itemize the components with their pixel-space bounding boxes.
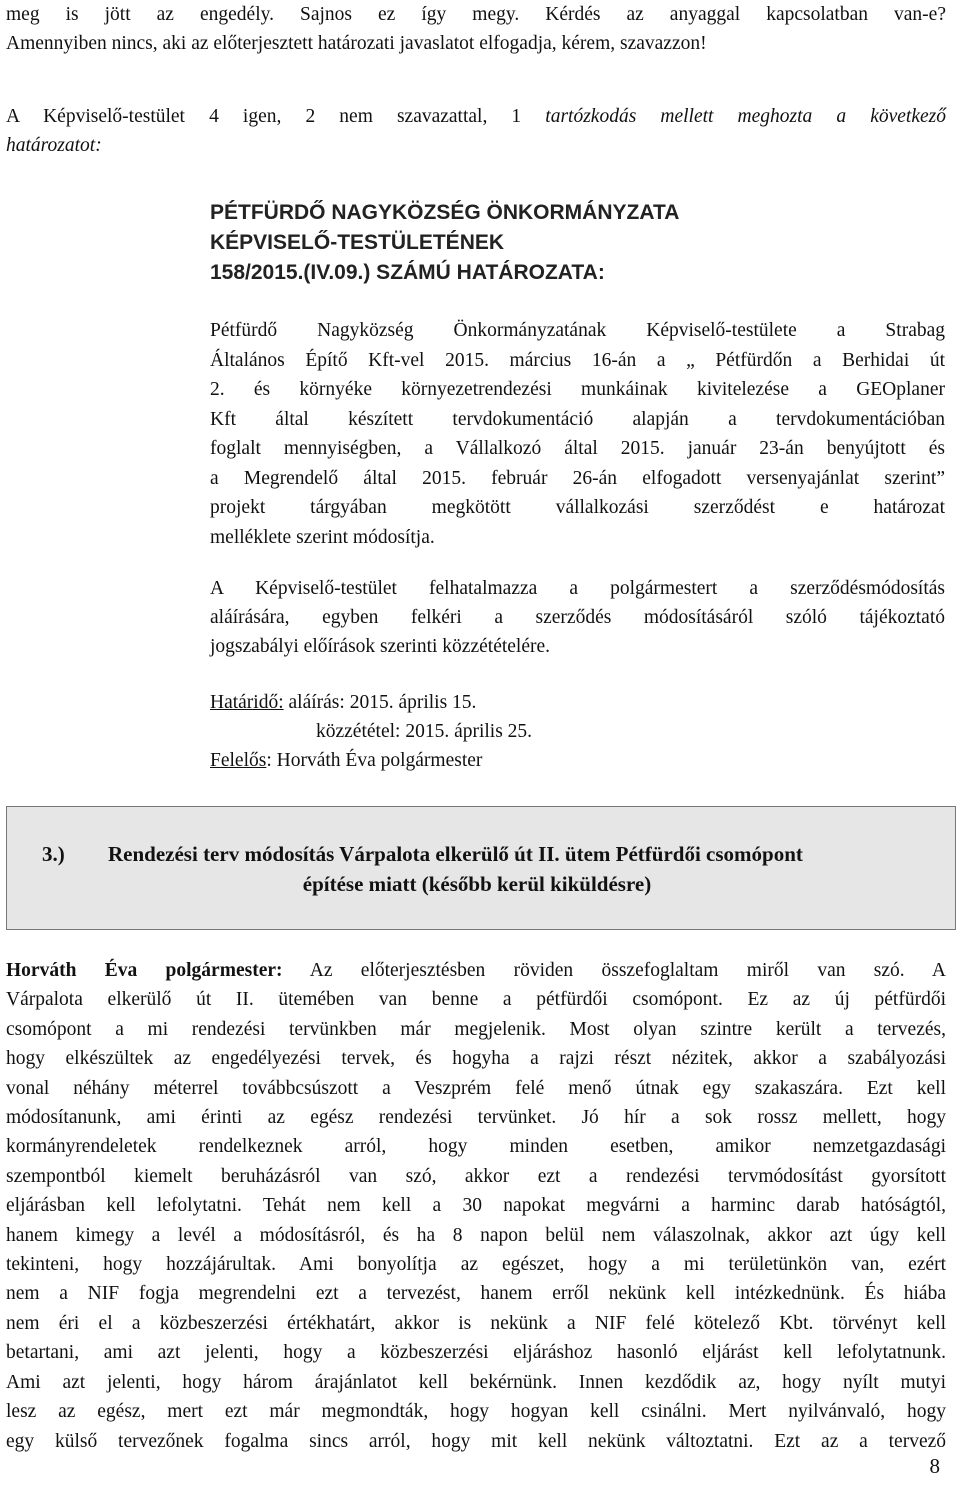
speech-line: egy külső tervezőnek fogalma sincs arról, hogy mit kell nekünk változtatni. Ezt az a tervező (6, 1430, 946, 1452)
responsible-line (210, 746, 945, 775)
speech-line: nem a NIF fogja megrendelni ezt a tervezést, hanem erről nekünk kell intézkednünk. És hiába (6, 1283, 946, 1305)
speech-line: Ami azt jelenti, hogy három árajánlatot kell bekérnünk. Innen kezdődik az, hogy nyílt mutyi (6, 1371, 946, 1393)
deadline-signing: aláírás: 2015. április 15. (283, 692, 477, 713)
speech-first-line (6, 956, 946, 985)
vote-line-1 (6, 102, 946, 131)
speech-line: vonal néhány méterrel továbbcsúszott a Veszprém felé menő útnak egy szakaszára. Ezt kell (6, 1077, 946, 1099)
resolution-line: projekt tárgyában megkötött vállalkozási szerződést e határozat (210, 497, 945, 518)
authorization-line: A Képviselő-testület felhatalmazza a polgármestert a szerződésmódosítás (210, 578, 945, 599)
vote-paragraph (6, 102, 946, 160)
resolution-title-line-1: PÉTFÜRDŐ NAGYKÖZSÉG ÖNKORMÁNYZATA (210, 201, 680, 224)
speech-line: nem éri el a közbeszerzési értékhatárt, akkor is nekünk a NIF felé kötelező Kbt. törvényt kell (6, 1312, 946, 1334)
agenda-item-heading (42, 839, 803, 869)
speech-line: betartani, ami azt jelenti, hogy a közbeszerzési eljáráshoz hasonló eljárást kell lefolytatnunk. (6, 1342, 946, 1364)
deadline-line (210, 688, 945, 717)
deadline-block (210, 688, 945, 775)
agenda-item-title-line-1: Rendezési terv módosítás Várpalota elkerülő út II. ütem Pétfürdői csomópont (108, 842, 803, 866)
responsible-label: Felelős (210, 750, 267, 771)
resolution-line: melléklete szerint módosítja. (210, 526, 435, 548)
vote-text: A Képviselő-testület 4 igen, 2 nem szavazattal, 1 tartózkodás mellett meghozta a következő (6, 106, 946, 127)
agenda-item-box (6, 806, 956, 930)
deadline-publication: közzététel: 2015. április 25. (316, 721, 533, 742)
resolution-line: Kft által készített tervdokumentáció alapján a tervdokumentációban (210, 408, 945, 430)
speech-line: csomópont a mi rendezési tervünkben már megjelenik. Most olyan szintre került a tervezés, (6, 1018, 946, 1040)
resolution-title (210, 198, 679, 288)
resolution-line: foglalt mennyiségben, a Vállalkozó által 2015. január 23-án benyújtott és (210, 438, 945, 459)
speech-line: szempontból kiemelt beruházásról van szó, akkor ezt a rendezési tervmódosítást gyorsított (6, 1165, 946, 1187)
resolution-title-line-3: 158/2015.(IV.09.) SZÁMÚ HATÁROZATA: (210, 261, 605, 284)
resolution-line: 2. és környéke környezetrendezési munkáinak kivitelezése a GEOplaner (210, 379, 945, 400)
speech-line: tekinteni, hogy hozzájárultak. Ami bonyolítja az egészet, hogy a mi területünkön van, ezért (6, 1254, 946, 1276)
deadline-label: Határidő: (210, 692, 284, 713)
speech-line: Várpalota elkerülő út II. ütemében van benne a pétfürdői csomópont. Ez az új pétfürdői (6, 989, 946, 1011)
vote-line-2: határozatot: (6, 135, 102, 156)
authorization-paragraph (210, 574, 945, 661)
intro-paragraph (6, 0, 946, 58)
resolution-title-line-2: KÉPVISELŐ-TESTÜLETÉNEK (210, 231, 505, 254)
speech-line: eljárásban kell lefolytatni. Tehát nem kell a 30 napokat megvárni a harminc darab hatóságtól, (6, 1195, 946, 1217)
responsible-value: : Horváth Éva polgármester (266, 750, 483, 771)
resolution-body (210, 316, 945, 552)
authorization-line: aláírására, egyben felkéri a szerződés módosításáról szóló tájékoztató (210, 607, 945, 628)
speech-line: kormányrendeletek rendelkeznek arról, hogy minden esetben, amikor nemzetgazdasági (6, 1136, 946, 1158)
agenda-item-title-line-2: építése miatt (később kerül kiküldésre) (302, 872, 652, 896)
speech-line: módosítanunk, ami érinti az egész rendezési tervünket. Jó hír a sok rossz mellett, hogy (6, 1107, 946, 1129)
intro-line-1: meg is jött az engedély. Sajnos ez így megy. Kérdés az anyaggal kapcsolatban van-e? (6, 4, 946, 25)
resolution-line: Általános Építő Kft-vel 2015. március 16-án a „ Pétfürdőn a Berhidai út (210, 349, 945, 371)
speech-text: Az előterjesztésben röviden összefoglaltam miről van szó. A (282, 960, 946, 981)
page-number: 8 (929, 1454, 940, 1478)
speech-line: hogy elkészültek az engedélyezési tervek, és hogyha a rajzi részt nézitek, akkor a szabályozási (6, 1048, 946, 1070)
speech-line: lesz az egész, mert ezt már megmondták, hogy hogyan kell csinálni. Mert nyilvánvaló, hogy (6, 1401, 946, 1423)
speaker-name: Horváth Éva polgármester: (6, 960, 283, 981)
authorization-line: jogszabályi előírások szerinti közzétételére. (210, 636, 551, 657)
intro-line-2: Amennyiben nincs, aki az előterjesztett határozati javaslatot elfogadja, kérem, szavazzon! (6, 33, 707, 54)
agenda-item-number: 3.) (42, 842, 65, 866)
resolution-line: a Megrendelő által 2015. február 26-án elfogadott versenyajánlat szerint” (210, 467, 945, 489)
speech-paragraph (6, 956, 946, 1456)
resolution-line: Pétfürdő Nagyközség Önkormányzatának Képviselő-testülete a Strabag (210, 320, 945, 341)
speech-line: hanem kimegy a levél a módosításról, és ha 8 napon belül nem válaszolnak, akkor azt úgy kell (6, 1224, 946, 1246)
